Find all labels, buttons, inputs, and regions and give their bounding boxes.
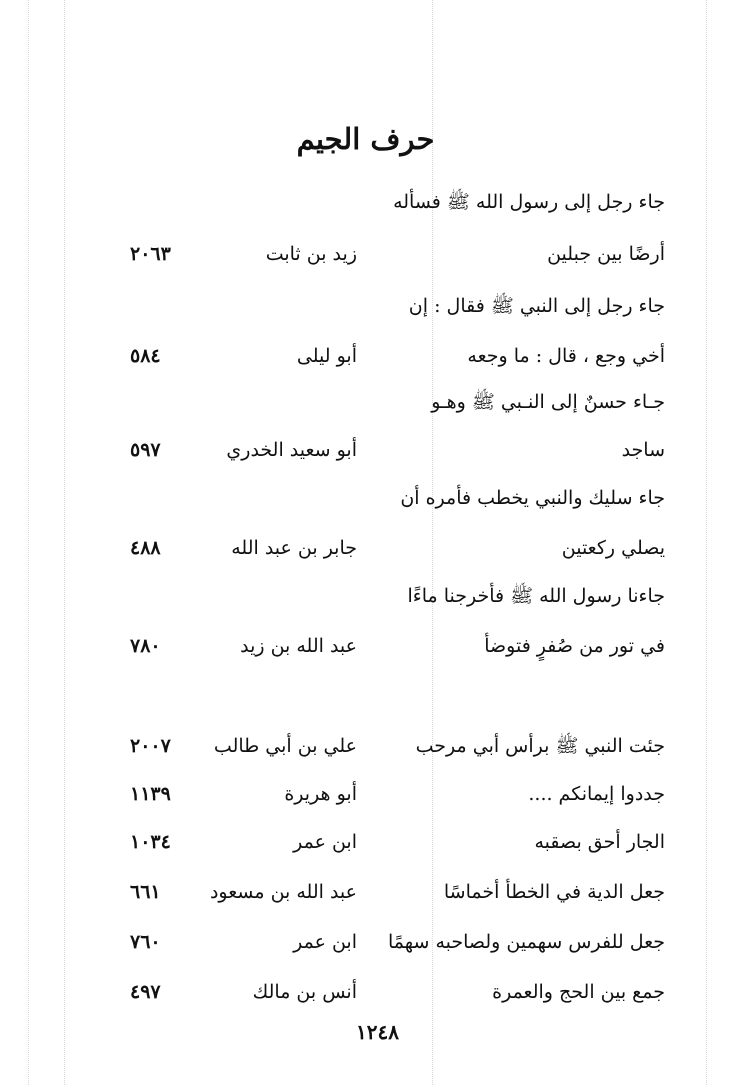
hadith-number: ٧٦٠ (130, 931, 161, 953)
index-row (0, 876, 747, 908)
index-row (0, 630, 747, 662)
index-row (0, 926, 747, 958)
narrator-name: جابر بن عبد الله (231, 537, 357, 559)
hadith-text: أخي وجع ، قال : ما وجعه (467, 345, 665, 367)
narrator-name: ابن عمر (293, 931, 357, 953)
narrator-name: عبد الله بن مسعود (209, 881, 357, 903)
hadith-text: في تور من صُفرٍ فتوضأ (484, 635, 665, 657)
index-row (0, 580, 747, 612)
hadith-number: ١٠٣٤ (130, 831, 171, 853)
page-number-text: ١٢٤٨ (356, 1020, 399, 1044)
narrator-name: أبو هريرة (284, 783, 357, 805)
hadith-text: جاء رجل إلى النبي ﷺ فقال : إن (408, 295, 665, 317)
index-row (0, 238, 747, 270)
hadith-text: جددوا إيمانكم .... (528, 783, 665, 805)
hadith-number: ٥٨٤ (130, 345, 161, 367)
hadith-text: يصلي ركعتين (561, 537, 665, 559)
index-row (0, 340, 747, 372)
hadith-text: جعل للفرس سهمين ولصاحبه سهمًا (387, 931, 665, 953)
hadith-text: الجار أحق بصقبه (534, 831, 665, 853)
index-row (0, 290, 747, 322)
narrator-name: عبد الله بن زيد (240, 635, 357, 657)
hadith-text: جاءنا رسول الله ﷺ فأخرجنا ماءًا (407, 585, 665, 607)
hadith-number: ٧٨٠ (130, 635, 161, 657)
index-row (0, 730, 747, 762)
index-row (0, 186, 747, 218)
hadith-text: جاء سليك والنبي يخطب فأمره أن (400, 487, 665, 509)
index-row (0, 386, 747, 418)
hadith-text: جئت النبي ﷺ برأس أبي مرحب (415, 735, 665, 757)
hadith-number: ٥٩٧ (130, 439, 161, 461)
index-row (0, 826, 747, 858)
hadith-text: جاء رجل إلى رسول الله ﷺ فسأله (393, 191, 665, 213)
hadith-text: ساجد (621, 439, 665, 461)
narrator-name: ابن عمر (293, 831, 357, 853)
narrator-name: زيد بن ثابت (265, 243, 357, 265)
section-title-text: حرف الجيم (296, 122, 435, 156)
section-title (0, 122, 747, 156)
narrator-name: علي بن أبي طالب (213, 735, 357, 757)
hadith-text: جـاء حسنٌ إلى النـبي ﷺ وهـو (431, 391, 665, 413)
hadith-text: أرضًا بين جبلين (547, 243, 665, 265)
narrator-name: أنس بن مالك (252, 981, 357, 1003)
hadith-number: ٤٩٧ (130, 981, 161, 1003)
index-row (0, 778, 747, 810)
page-number (0, 1020, 747, 1044)
hadith-text: جعل الدية في الخطأ أخماسًا (443, 881, 665, 903)
narrator-name: أبو ليلى (296, 345, 357, 367)
narrator-name: أبو سعيد الخدري (226, 439, 357, 461)
index-row (0, 976, 747, 1008)
index-row (0, 532, 747, 564)
index-row (0, 482, 747, 514)
hadith-number: ٢٠٠٧ (130, 735, 171, 757)
hadith-number: ١١٣٩ (130, 783, 171, 805)
index-row (0, 434, 747, 466)
hadith-text: جمع بين الحج والعمرة (492, 981, 665, 1003)
hadith-number: ٦٦١ (130, 881, 161, 903)
hadith-number: ٢٠٦٣ (130, 243, 171, 265)
hadith-number: ٤٨٨ (130, 537, 161, 559)
